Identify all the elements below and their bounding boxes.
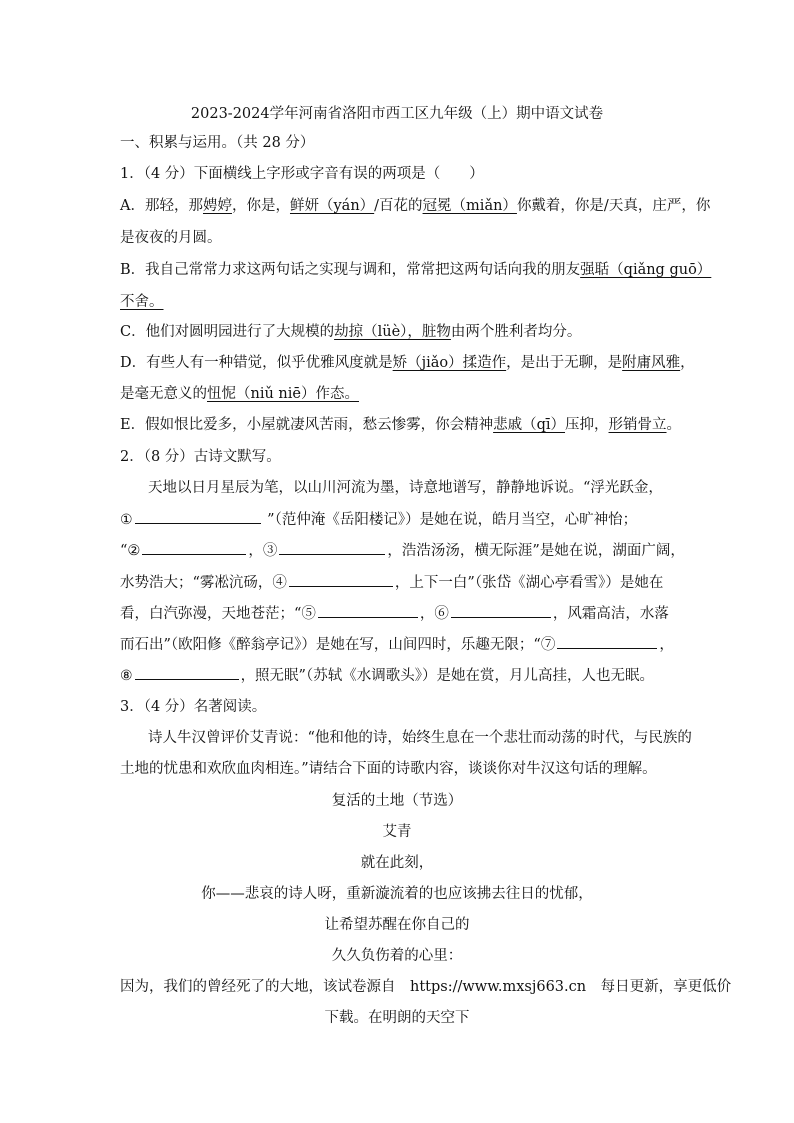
poem-author: 艾青	[382, 824, 412, 840]
poem-line-5: 因为，我们的曾经死了的大地，该试卷源自 https://www.mxsj663.cn 每日更新，享更低价	[120, 979, 732, 995]
blank-4[interactable]	[289, 572, 393, 587]
poem-line-4: 久久负伤着的心里：	[331, 948, 463, 964]
q2-text-line-2: ① ”（范仲淹《岳阳楼记》）是她在说，皓月当空，心旷神怡；	[120, 509, 637, 530]
blank-2[interactable]	[142, 540, 246, 555]
q1-stem: 1．（4 分）下面横线上字形或字音有误的两项是（ ）	[120, 166, 484, 182]
blank-5[interactable]	[318, 603, 418, 618]
q1-option-b: B．我自己常常力求这两句话之实现与调和，常常把这两句话向我的朋友强聒（qiǎng guō）	[120, 262, 712, 278]
q3-stem: 3．（4 分）名著阅读。	[120, 699, 267, 715]
q2-text-line-1: 天地以日月星辰为笔，以山川河流为墨，诗意地谱写，静静地诉说。“浮光跃金，	[148, 480, 663, 496]
q2-text-line-7: ⑧ ，照无眠”（苏轼《水调歌头》）是她在赏，月儿高挂，人也无眠。	[120, 665, 654, 686]
q2-text-line-4: 水势浩大；“雾凇沆砀，④ ，上下一白”（张岱《湖心亭看雪》）是她在	[120, 572, 663, 593]
q2-text-line-6: 而石出”（欧阳修《醉翁亭记》）是她在写，山间四时，乐趣无限；“⑦ ，	[120, 634, 674, 655]
q2-text-line-5: 看，白汽弥漫，天地苍茫；“⑤ ，⑥ ，风霜高洁，水落	[120, 603, 669, 624]
blank-6[interactable]	[451, 603, 551, 618]
poem-line-1: 就在此刻，	[360, 855, 434, 871]
q1-option-e: E．假如恨比爱多，小屋就凄风苦雨，愁云惨雾，你会精神悲戚（qī）压抑，形销骨立。	[120, 417, 682, 433]
blank-8[interactable]	[135, 665, 239, 680]
q1-option-c: C．他们对圆明园进行了大规模的劫掠（lüè），脏物由两个胜利者均分。	[120, 324, 582, 340]
blank-3[interactable]	[279, 540, 385, 555]
q2-text-line-3: “② ，③ ，浩浩汤汤，横无际涯”是她在说，湖面广阔，	[120, 540, 685, 561]
q2-stem: 2．（8 分）古诗文默写。	[120, 449, 281, 465]
poem-title: 复活的土地（节选）	[331, 793, 463, 809]
poem-line-6: 下载。在明朗的天空下	[324, 1010, 470, 1026]
q1-option-d: D．有些人有一种错觉，似乎优雅风度就是矫（jiǎo）揉造作，是出于无聊，是附庸风雅，	[120, 355, 695, 371]
q1-option-a: A．那轻，那娉婷，你是，鲜妍（yán）/百花的冠冕（miǎn）你戴着，你是/天真，庄严，你	[120, 198, 711, 214]
q3-para-2: 土地的忧患和欢欣血肉相连。”请结合下面的诗歌内容，谈谈你对牛汉这句话的理解。	[120, 761, 657, 777]
poem-line-2: 你——悲哀的诗人呀，重新漩流着的也应该拂去往日的忧郁，	[201, 886, 593, 902]
q1-option-b-cont: 不舍。	[120, 294, 164, 310]
q3-para-1: 诗人牛汉曾评价艾青说：“他和他的诗，始终生息在一个悲壮而动荡的时代，与民族的	[148, 730, 692, 746]
poem-line-3: 让希望苏醒在你自己的	[324, 917, 470, 933]
q1-option-d-cont: 是毫无意义的忸怩（niǔ niē）作态。	[120, 386, 359, 402]
blank-7[interactable]	[557, 634, 657, 649]
q1-option-a-cont: 是夜夜的月圆。	[120, 230, 222, 246]
exam-title: 2023-2024学年河南省洛阳市西工区九年级（上）期中语文试卷	[190, 106, 604, 122]
section-heading: 一、积累与运用。（共 28 分）	[120, 135, 315, 151]
blank-1[interactable]	[135, 509, 261, 524]
